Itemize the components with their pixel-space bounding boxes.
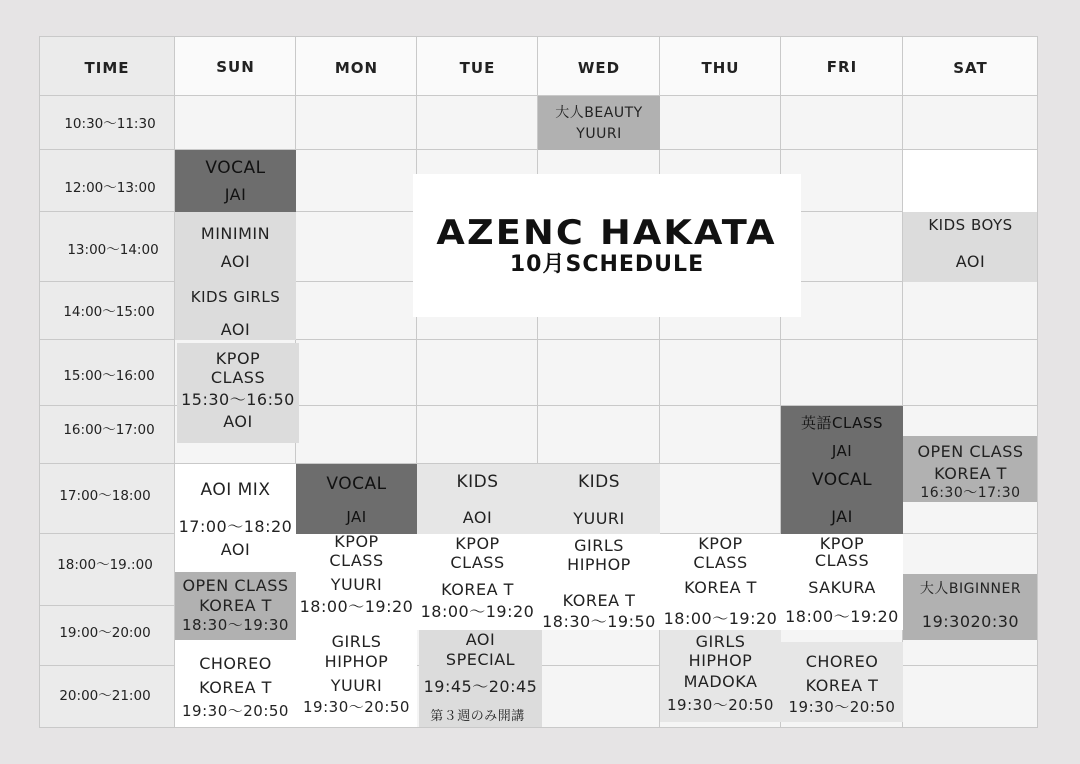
class-line: KPOP <box>215 349 261 368</box>
class-teacher: YUURI <box>330 575 383 594</box>
class-name: KIDS BOYS <box>928 216 1013 234</box>
class-teacher: JAI <box>346 508 367 526</box>
class-block-fri-choreo <box>781 642 903 722</box>
class-block-mon-girls-hiphop <box>296 626 417 728</box>
class-block-sat-open-class <box>903 436 1038 502</box>
class-block-wed-kids <box>538 464 660 534</box>
class-block-fri-kpop <box>781 534 903 630</box>
class-note: 第３週のみ開講 <box>430 709 525 724</box>
class-name: MINIMIN <box>200 224 271 243</box>
class-teacher: AOI <box>220 252 251 271</box>
grid-cell <box>296 150 417 212</box>
class-time: 18:00～19:20 <box>663 609 778 628</box>
class-teacher: YUURI <box>330 676 383 695</box>
class-teacher: YUURI <box>576 126 622 142</box>
grid-cell <box>660 340 781 406</box>
class-time: 18:00～19:20 <box>785 607 899 626</box>
grid-cell <box>296 406 417 464</box>
class-block-sun-choreo <box>175 640 296 728</box>
class-block-fri-english <box>781 406 903 464</box>
class-teacher: AOI <box>955 252 986 271</box>
class-block-sun-vocal <box>175 150 296 212</box>
class-name: KIDS <box>577 472 621 492</box>
class-time: 19:45～20:45 <box>423 677 538 696</box>
class-time: 18:00～19:20 <box>420 602 535 621</box>
class-time: 16:30～17:30 <box>920 485 1021 501</box>
class-time: 19:30～20:50 <box>182 702 289 720</box>
class-teacher: YUURI <box>573 509 625 528</box>
grid-cell <box>781 96 903 150</box>
schedule-board <box>39 36 1038 728</box>
class-line: CLASS <box>693 553 748 572</box>
grid-cell <box>903 340 1038 406</box>
grid-cell <box>781 340 903 406</box>
class-teacher: KOREA T <box>441 580 514 599</box>
grid-cell <box>538 340 660 406</box>
class-teacher: SAKURA <box>808 578 876 597</box>
day-header-sat: SAT <box>953 59 988 77</box>
class-time: 19:30～20:50 <box>788 698 896 716</box>
class-line: CLASS <box>210 368 266 387</box>
grid-cell <box>296 212 417 282</box>
class-teacher: AOI <box>220 320 251 339</box>
grid-cell <box>660 406 781 464</box>
day-header-tue: TUE <box>459 59 496 77</box>
class-name: AOI MIX <box>200 480 271 500</box>
class-teacher: KOREA T <box>562 591 636 610</box>
grid-cell <box>903 96 1038 150</box>
class-line: GIRLS <box>331 632 382 651</box>
page-title: AZENC HAKATA <box>436 212 778 253</box>
class-line: KPOP <box>819 534 865 553</box>
class-line: HIPHOP <box>324 652 389 671</box>
day-header-thu: THU <box>701 59 740 77</box>
class-time: 19:30～20:50 <box>667 696 774 714</box>
class-name: KIDS GIRLS <box>190 288 281 306</box>
class-line: GIRLS <box>695 632 746 651</box>
grid-cell <box>538 666 660 728</box>
class-block-thu-girls-hiphop <box>660 630 781 722</box>
class-line: CLASS <box>329 551 384 570</box>
header-time: TIME <box>84 59 130 77</box>
grid-cell <box>296 340 417 406</box>
empty-cell <box>903 150 1038 212</box>
class-teacher: JAI <box>831 507 853 526</box>
title-box <box>413 174 801 317</box>
class-teacher: KOREA T <box>684 578 757 597</box>
class-time: 19:3020:30 <box>921 612 1020 631</box>
class-block-tue-aoi-special <box>419 630 542 728</box>
class-block-sun-aoi-mix <box>175 464 296 572</box>
class-time: 17:00～18:20 <box>178 517 293 536</box>
grid-cell <box>660 96 781 150</box>
class-name: CHOREO <box>199 654 272 673</box>
class-line: KPOP <box>455 534 500 553</box>
class-name: 英語CLASS <box>801 414 883 432</box>
class-line: AOI <box>465 630 496 649</box>
class-line: OPEN CLASS <box>917 442 1024 461</box>
class-teacher: AOI <box>223 412 253 431</box>
class-block-thu-kpop <box>660 534 781 630</box>
class-block-sun-kpop <box>177 343 299 443</box>
class-name: VOCAL <box>811 470 873 490</box>
class-teacher: KOREA T <box>199 678 272 697</box>
class-line: SPECIAL <box>445 650 516 669</box>
class-name: 大人BIGINNER <box>919 581 1022 597</box>
class-time: 18:30～19:50 <box>542 612 656 631</box>
class-teacher: KOREA T <box>199 596 272 615</box>
grid-cell <box>296 96 417 150</box>
class-name: VOCAL <box>326 474 387 494</box>
class-name: 大人BEAUTY <box>555 105 643 121</box>
class-time: 18:30～19:30 <box>182 616 289 634</box>
grid-cell <box>417 340 538 406</box>
class-teacher: MADOKA <box>683 672 758 691</box>
class-time: 18:00～19:20 <box>299 597 414 616</box>
class-name: VOCAL <box>205 158 266 178</box>
day-header-mon: MON <box>334 59 379 77</box>
class-line: HIPHOP <box>688 651 753 670</box>
grid-cell <box>175 96 296 150</box>
class-block-sun-kids-girls <box>175 282 296 340</box>
class-block-sat-kids-boys <box>903 212 1038 282</box>
class-teacher: KOREA T <box>805 676 879 695</box>
class-block-mon-kpop <box>296 534 417 626</box>
class-block-sun-open-class <box>175 572 296 640</box>
day-header-sun: SUN <box>216 58 255 76</box>
class-line: GIRLS <box>574 536 624 555</box>
day-header-fri: FRI <box>826 58 858 76</box>
class-block-wed-girls-hiphop <box>538 534 660 630</box>
class-line: KPOP <box>698 534 743 553</box>
class-line: OPEN CLASS <box>182 576 289 595</box>
class-block-sun-minimin <box>175 212 296 282</box>
class-teacher: AOI <box>462 508 493 527</box>
class-line: CLASS <box>814 551 870 570</box>
grid-cell <box>903 282 1038 340</box>
class-teacher: JAI <box>831 442 853 460</box>
class-block-mon-vocal <box>296 464 417 534</box>
class-block-tue-kpop <box>417 534 538 630</box>
class-block-tue-kids <box>417 464 538 534</box>
class-teacher: JAI <box>224 185 247 204</box>
class-time: 15:30～16:50 <box>181 390 295 409</box>
class-block-sat-beginner <box>903 574 1038 640</box>
class-block-wed-beauty <box>538 96 660 150</box>
class-teacher: KOREA T <box>934 464 1007 483</box>
class-name: KIDS <box>456 472 499 492</box>
class-block-fri-vocal <box>781 464 903 534</box>
class-line: HIPHOP <box>567 555 631 574</box>
grid-cell <box>296 282 417 340</box>
grid-cell <box>903 666 1038 728</box>
class-teacher: AOI <box>220 540 251 559</box>
class-time: 19:30～20:50 <box>303 698 410 716</box>
grid-cell <box>660 464 781 534</box>
day-header-wed: WED <box>577 59 621 77</box>
grid-cell <box>417 406 538 464</box>
class-name: CHOREO <box>805 652 879 671</box>
class-line: KPOP <box>334 532 379 551</box>
grid-cell <box>417 96 538 150</box>
grid-cell <box>538 406 660 464</box>
class-line: CLASS <box>450 553 505 572</box>
page-subtitle: 10月SCHEDULE <box>509 251 705 277</box>
